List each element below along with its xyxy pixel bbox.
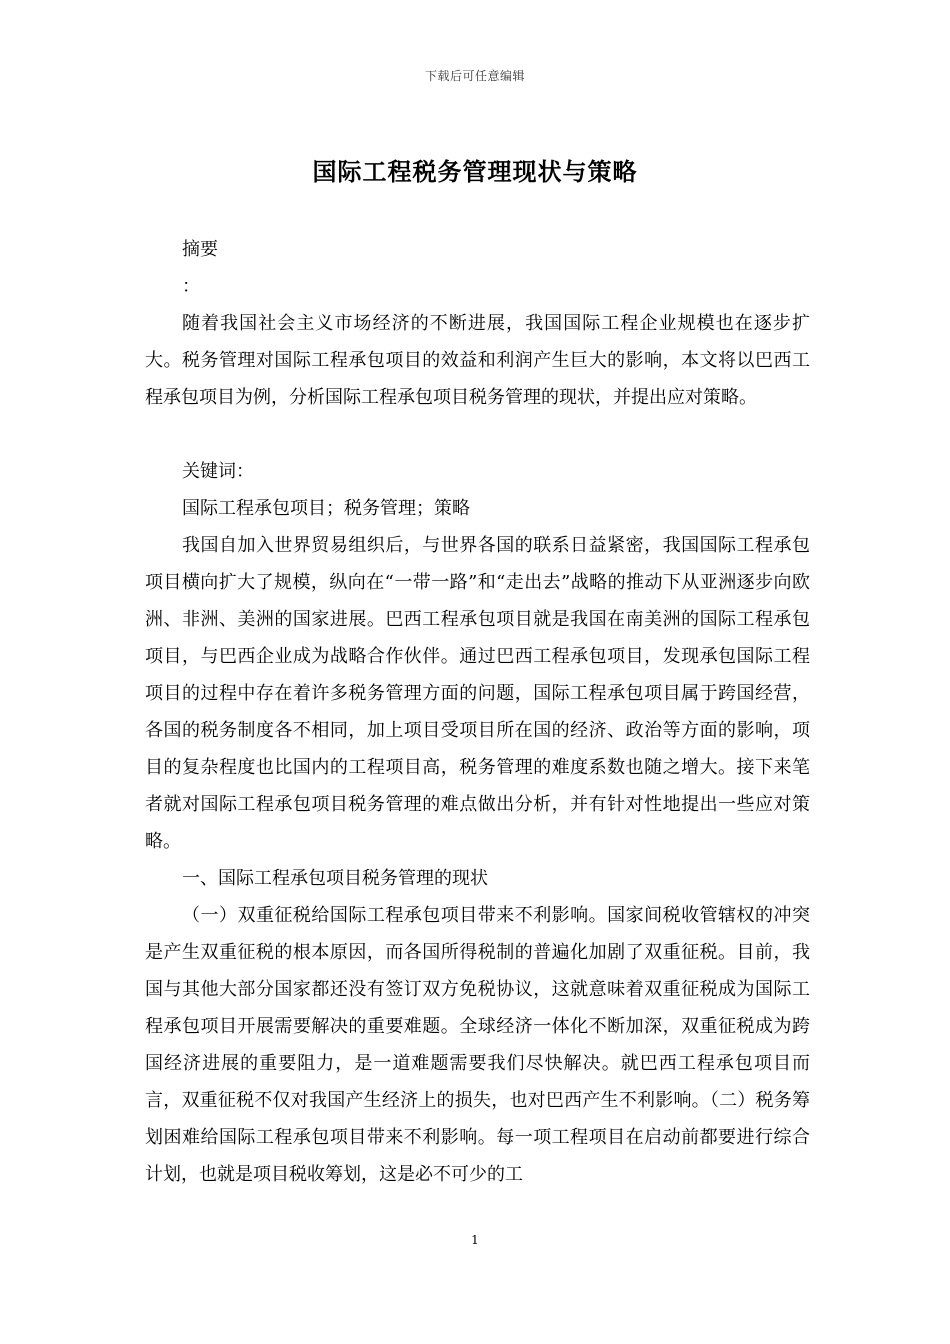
section1-body [145,897,810,1193]
section1-heading: 一、国际工程承包项目税务管理的现状 [182,868,488,889]
keywords-label: 关键词： [182,461,254,482]
intro-paragraph: 我国自加入世界贸易组织后，与世界各国的联系日益紧密，我国国际工程承包项目横向扩大了规模，纵向在“一带一路”和“走出去”战略的推动下从亚洲逐步向欧洲、非洲、美洲的国家进展。巴西工程承包项目就是我国在南美洲的国际工程承包项目，与巴西企业成为战略合作伙伴。通过巴西工程承包项目，发现承包国际工程项目的过程中存在着许多税务管理方面的问题，国际工程承包项目属于跨国经营，各国的税务制度各不相同，加上项目受项目所在国的经济、政治等方面的影响，项目的复杂程度也比国内的工程项目高，税务管理的难度系数也随之增大。接下来笔者就对国际工程承包项目税务管理的难点做出分析，并有针对性地提出一些应对策略。 [145,535,810,852]
section1-paragraph: （一）双重征税给国际工程承包项目带来不利影响。国家间税收管辖权的冲突是产生双重征税的根本原因，而各国所得税制的普遍化加剧了双重征税。目前，我国与其他大部分国家都还没有签订双方免税协议，这就意味着双重征税成为国际工程承包项目开展需要解决的重要难题。全球经济一体化不断加深，双重征税成为跨国经济进展的重要阻力，是一道难题需要我们尽快解决。就巴西工程承包项目而言，双重征税不仅对我国产生经济上的损失，也对巴西产生不利影响。（二）税务筹划困难给国际工程承包项目带来不利影响。每一项工程项目在启动前都要进行综合计划，也就是项目税收筹划，这是必不可少的工 [145,905,810,1185]
abstract-colon: ： [182,276,200,297]
keywords-text: 国际工程承包项目；税务管理；策略 [182,498,470,519]
abstract-label: 摘要 [182,239,218,260]
abstract-section [145,305,810,416]
header-note: 下载后可任意编辑 [424,69,525,83]
document-title: 国际工程税务管理现状与策略 [312,157,638,186]
page-number: 1 [471,1233,479,1247]
intro-section [145,527,810,860]
abstract-paragraph: 随着我国社会主义市场经济的不断进展，我国国际工程企业规模也在逐步扩大。税务管理对国际工程承包项目的效益和利润产生巨大的影响，本文将以巴西工程承包项目为例，分析国际工程承包项目税务管理的现状，并提出应对策略。 [145,313,810,408]
